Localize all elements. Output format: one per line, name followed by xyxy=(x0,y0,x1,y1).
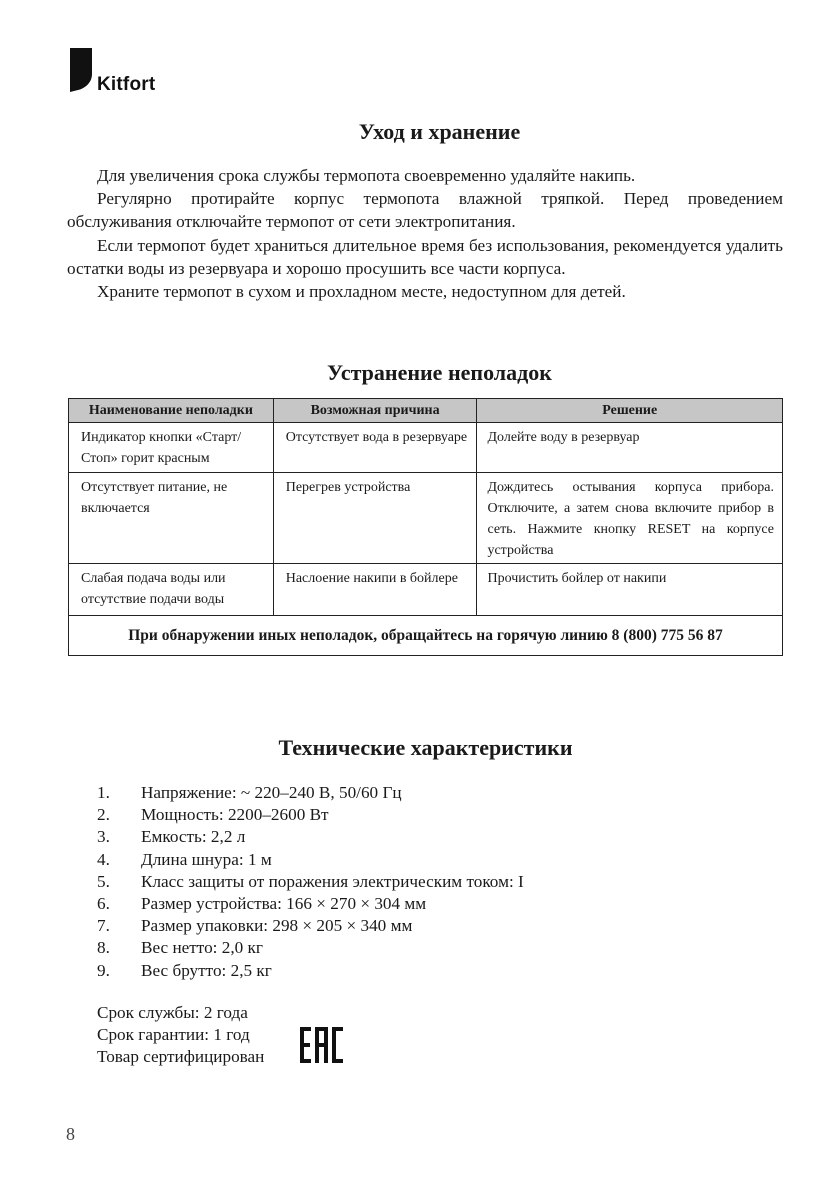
spec-number: 7. xyxy=(97,916,110,936)
cause-cell: Перегрев устройства xyxy=(273,473,477,564)
solution-cell: Долейте воду в резервуар xyxy=(477,423,783,473)
table-row xyxy=(69,423,783,473)
spec-number: 1. xyxy=(97,783,110,802)
spec-text: Вес нетто: 2,0 кг xyxy=(141,938,263,958)
service-life: Срок службы: 2 года xyxy=(97,1003,248,1022)
brand-name: Kitfort xyxy=(97,74,156,95)
cause-cell: Наслоение накипи в бойлере xyxy=(273,564,477,616)
list-item xyxy=(97,849,524,871)
list-item xyxy=(97,937,524,959)
spec-number: 4. xyxy=(97,849,110,869)
brand-logo xyxy=(68,48,168,96)
column-header: Наименование неполадки xyxy=(69,399,274,423)
problem-cell: Индикатор кнопки «Старт/Стоп» горит красным xyxy=(69,423,274,473)
care-text xyxy=(67,164,783,303)
table-row xyxy=(69,564,783,616)
spec-text: Размер упаковки: 298 × 205 × 340 мм xyxy=(141,916,413,936)
spec-text: Емкость: 2,2 л xyxy=(141,827,246,847)
solution-cell: Прочистить бойлер от накипи xyxy=(477,564,783,616)
column-header: Решение xyxy=(477,399,783,423)
list-item xyxy=(97,782,524,804)
list-item xyxy=(97,915,524,937)
kitfort-logo-icon xyxy=(68,48,94,92)
problem-cell: Слабая подача воды или отсутствие подачи воды xyxy=(69,564,274,616)
cause-cell: Отсутствует вода в резервуаре xyxy=(273,423,477,473)
list-item xyxy=(97,960,524,982)
spec-number: 6. xyxy=(97,894,110,914)
spec-text: Класс защиты от поражения электрическим током: I xyxy=(141,871,524,891)
table-row xyxy=(69,473,783,564)
page-number: 8 xyxy=(66,1124,75,1144)
hotline-note: При обнаружении иных неполадок, обращайтесь на горячую линию 8 (800) 775 56 87 xyxy=(69,616,783,656)
spec-number: 3. xyxy=(97,827,110,847)
spec-text: Длина шнура: 1 м xyxy=(141,849,272,869)
care-title: Уход и хранение xyxy=(358,119,521,144)
troubleshooting-title: Устранение неполадок xyxy=(327,360,552,385)
care-paragraph: Храните термопот в сухом и прохладном месте, недоступном для детей. xyxy=(97,282,626,302)
spec-text: Напряжение: ~ 220–240 В, 50/60 Гц xyxy=(141,783,402,802)
problem-cell: Отсутствует питание, не включается xyxy=(69,473,274,564)
care-paragraph: Если термопот будет храниться длительное время без использования, рекомендуется удалить остатки воды из резервуара и хорошо просушить все части корпуса. xyxy=(67,235,783,278)
eac-certification-mark xyxy=(300,1025,344,1065)
list-item xyxy=(97,893,524,915)
spec-number: 5. xyxy=(97,871,110,891)
solution-cell: Дождитесь остывания корпуса прибора. Отключите, а затем снова включите прибор в сеть. Нажмите кнопку RESET на корпусе устройства xyxy=(477,473,783,564)
spec-number: 2. xyxy=(97,805,110,825)
certified-note: Товар сертифицирован xyxy=(97,1047,265,1067)
specs-list xyxy=(97,782,524,982)
table-header-row xyxy=(69,399,783,423)
care-paragraph: Регулярно протирайте корпус термопота влажной тряпкой. Перед проведением обслуживания отключайте термопот от сети электропитания. xyxy=(67,189,783,232)
spec-text: Вес брутто: 2,5 кг xyxy=(141,960,272,980)
service-info xyxy=(97,1002,264,1069)
list-item xyxy=(97,871,524,893)
spec-text: Мощность: 2200–2600 Вт xyxy=(141,805,329,825)
table-footer-row xyxy=(69,616,783,656)
warranty: Срок гарантии: 1 год xyxy=(97,1025,250,1045)
spec-number: 8. xyxy=(97,938,110,958)
list-item xyxy=(97,804,524,826)
spec-text: Размер устройства: 166 × 270 × 304 мм xyxy=(141,894,427,914)
troubleshooting-table xyxy=(68,398,783,656)
specs-title: Технические характеристики xyxy=(278,735,573,760)
list-item xyxy=(97,826,524,848)
spec-number: 9. xyxy=(97,960,110,980)
column-header: Возможная причина xyxy=(273,399,477,423)
care-paragraph: Для увеличения срока службы термопота своевременно удаляйте накипь. xyxy=(97,166,636,185)
